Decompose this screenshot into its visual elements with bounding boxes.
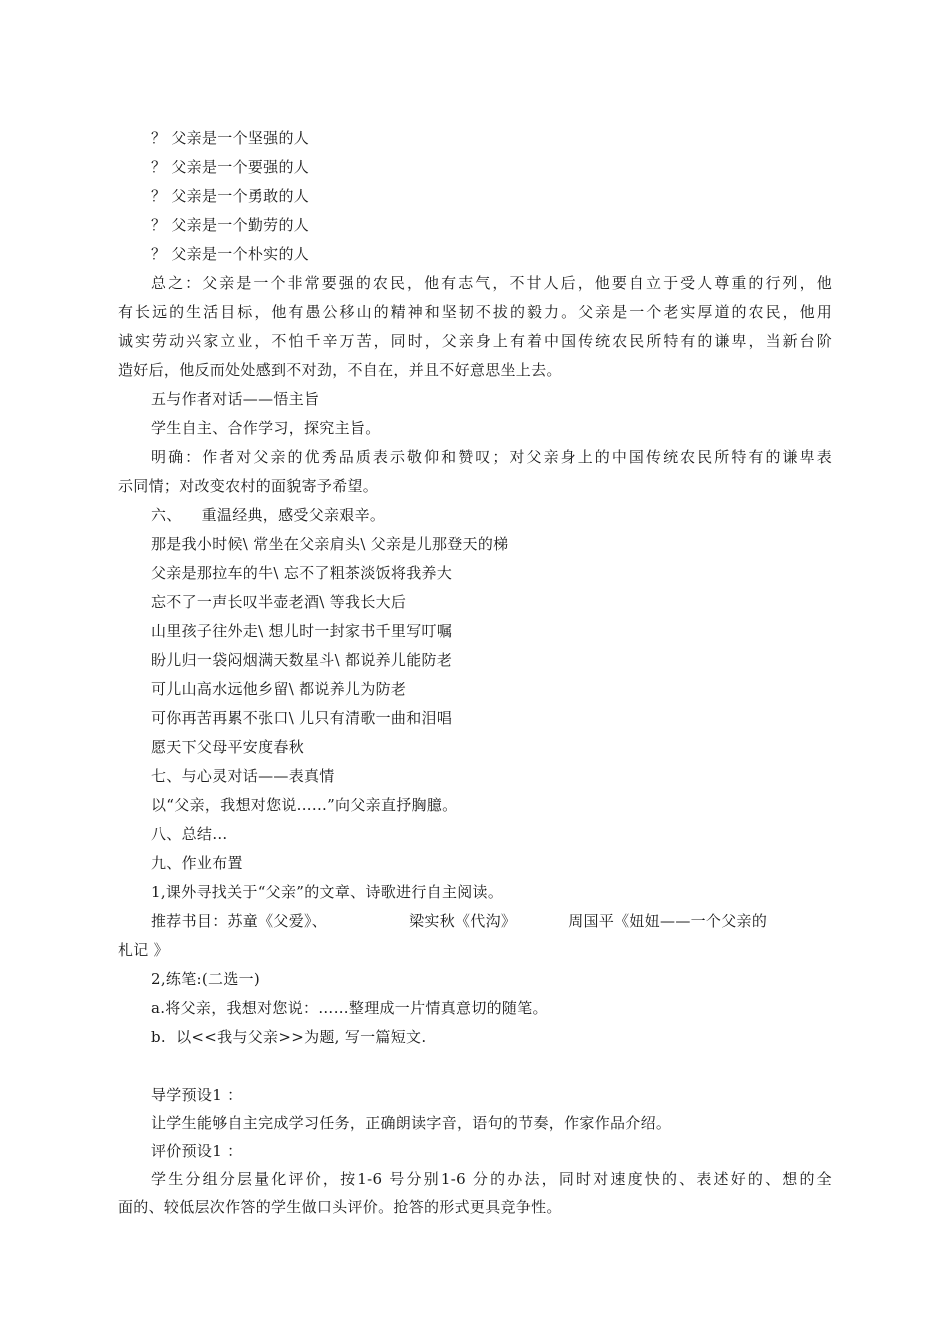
preset-heading: 导学预设1 ： xyxy=(151,1086,243,1104)
recommended-books xyxy=(151,911,767,931)
homework-item: 1,课外寻找关于“父亲”的文章、诗歌进行自主阅读。 xyxy=(151,883,504,901)
summary-line: 总之：父亲是一个非常要强的农民，他有志气，不甘人后，他要自立于受人尊重的行列，他 xyxy=(151,274,832,292)
paragraph-line: 学生自主、合作学习，探究主旨。 xyxy=(151,419,381,437)
clarify-line: 明确：作者对父亲的优秀品质表示敬仰和赞叹；对父亲身上的中国传统农民所特有的谦卑表 xyxy=(151,448,832,466)
section-heading: 八、总结… xyxy=(151,825,228,843)
preset-text: 让学生能够自主完成学习任务，正确朗读字音，语句的节奏，作家作品介绍。 xyxy=(151,1114,672,1132)
trait-line: ？ 父亲是一个坚强的人 xyxy=(151,129,310,147)
section-title: 重温经典，感受父亲艰辛。 xyxy=(201,506,386,524)
trait-line: ？ 父亲是一个勇敢的人 xyxy=(151,187,310,205)
summary-line: 有长远的生活目标，他有愚公移山的精神和坚韧不拔的毅力。父亲是一个老实厚道的农民，他用 xyxy=(118,303,832,321)
section-heading: 五与作者对话——悟主旨 xyxy=(151,390,320,408)
section-number: 六、 xyxy=(151,506,182,524)
paragraph-line: 以“父亲，我想对您说......”向父亲直抒胸臆。 xyxy=(151,796,458,814)
lyric-line: 可你再苦再累不张口\ 儿只有清歌一曲和泪唱 xyxy=(151,709,453,727)
summary-line: 诚实劳动兴家立业，不怕千辛万苦，同时，父亲身上有着中国传统农民所特有的谦卑，当新台阶 xyxy=(118,332,832,350)
section-heading: 九、作业布置 xyxy=(151,854,243,872)
lyric-line: 可儿山高水远他乡留\ 都说养儿为防老 xyxy=(151,680,407,698)
trait-line: ？ 父亲是一个要强的人 xyxy=(151,158,310,176)
homework-option: a.将父亲，我想对您说：……整理成一片情真意切的随笔。 xyxy=(151,999,548,1017)
preset-heading: 评价预设1 ： xyxy=(151,1142,243,1160)
book-entry-continued: 札记 》 xyxy=(118,941,169,959)
summary-line: 造好后，他反而处处感到不对劲，不自在，并且不好意思坐上去。 xyxy=(118,361,562,379)
homework-item: 2,练笔:(二选一) xyxy=(151,970,261,988)
lyric-line: 山里孩子往外走\ 想儿时一封家书千里写叮嘱 xyxy=(151,622,453,640)
book-entry: 周国平《妞妞——一个父亲的 xyxy=(568,912,768,930)
preset-text: 学生分组分层量化评价，按1-6 号分别1-6 分的办法，同时对速度快的、表述好的、想的全 xyxy=(151,1170,832,1188)
lyric-line: 盼儿归一袋闷烟满天数星斗\ 都说养儿能防老 xyxy=(151,651,453,669)
lyric-line: 那是我小时候\ 常坐在父亲肩头\ 父亲是儿那登天的梯 xyxy=(151,535,509,553)
trait-line: ？ 父亲是一个朴实的人 xyxy=(151,245,310,263)
section-heading: 七、与心灵对话——表真情 xyxy=(151,767,335,785)
lyric-line: 父亲是那拉车的牛\ 忘不了粗茶淡饭将我养大 xyxy=(151,564,453,582)
book-entry: 梁实秋《代沟》 xyxy=(409,912,517,930)
lyric-line: 忘不了一声长叹半壶老酒\ 等我长大后 xyxy=(151,593,407,611)
lyric-line: 愿天下父母平安度春秋 xyxy=(151,738,305,756)
book-entry: 推荐书目：苏童《父爱》、 xyxy=(151,912,328,930)
homework-option: b. 以<<我与父亲>>为题, 写一篇短文. xyxy=(151,1028,427,1046)
clarify-line: 示同情；对改变农村的面貌寄予希望。 xyxy=(118,477,379,495)
trait-line: ？ 父亲是一个勤劳的人 xyxy=(151,216,310,234)
preset-text: 面的、较低层次作答的学生做口头评价。抢答的形式更具竞争性。 xyxy=(118,1198,562,1216)
section-heading xyxy=(151,505,385,525)
